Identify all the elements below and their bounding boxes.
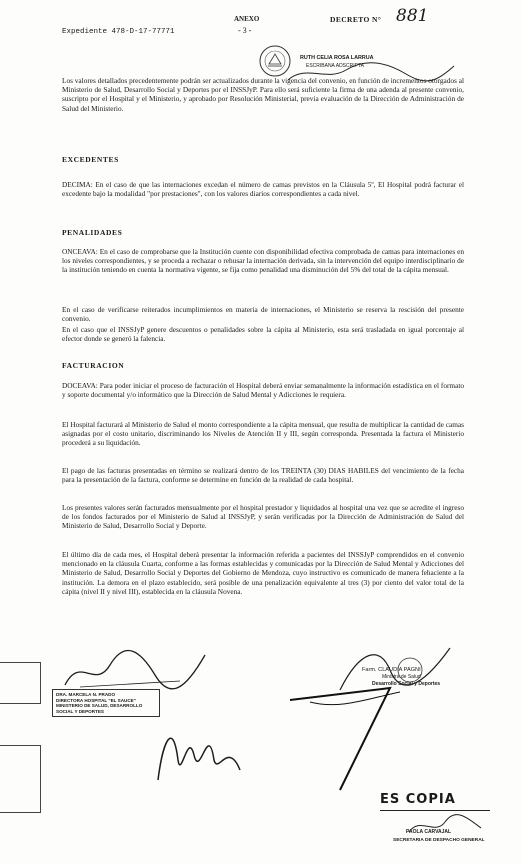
penalidades-paragraph-3: En el caso que el INSSJyP genere descuentos o penalidades sobre la cápita al Ministerio, esta será trasladada en igual porcentaje al efector donde se generó la falencia. — [62, 325, 464, 344]
penalidades-paragraph-1: ONCEAVA: En el caso de comprobarse que la Institución cuente con disponibilidad efectiva comprobada de camas para internaciones en los niveles correspondientes, y se proceda a rechazar o rehusar la internación derivada, sin la intervención del equipo interdisciplinario de la institución teniendo en cuenta la normativa vigente, se fija como penalidad una disminución del 5% del total de la cápita mensual. — [62, 247, 464, 275]
penalidades-paragraph-2: En el caso de verificarse reiterados incumplimientos en materia de internaciones, el Ministerio se reserva la rescisión del presente convenio. — [62, 305, 464, 324]
large-signature — [280, 680, 440, 800]
decreto-number: 881 — [396, 6, 429, 26]
page-number: - 3 - — [238, 26, 252, 35]
notary-stamp-role: ESCRIBANA ADSCRIPTA — [306, 63, 364, 69]
left-edge-stamp-top — [0, 662, 41, 704]
excedentes-paragraph: DECIMA: En el caso de que las internaciones excedan el número de camas previstos en la Cláusula 5º, El Hospital podrá facturar el excedente bajo la modalidad "por prestaciones", con los valores diarios correspondientes a cada nivel. — [62, 180, 464, 199]
notary-stamp-name: RUTH CELIA ROSA LARRUA — [300, 55, 374, 61]
facturacion-paragraph-1: DOCEAVA: Para poder iniciar el proceso de facturación el Hospital deberá enviar semanalmente la información estadística en el formato y soporte documental y/o informático que la Dirección de Salud Mental y Adicciones le requiera. — [62, 381, 464, 400]
decreto-label: DECRETO N° — [330, 15, 382, 24]
facturacion-paragraph-4: Los presentes valores serán facturados mensualmente por el hospital prestador y liquidados al hospital una vez que se acredite el ingreso de los fondos facturados por el Ministerio de Salud al INSSJyP, y serán verificadas por la Dirección de Administración de Salud del Ministerio de Salud, Desarrollo Social y Deporte. — [62, 503, 464, 531]
minister-stamp-ministry: Desarrollo Social y Deportes — [372, 681, 441, 687]
copy-signer-name: PAOLA CARVAJAL — [406, 829, 452, 835]
copy-signer-role: SECRETARIA DE DESPACHO GENERAL — [393, 838, 485, 843]
minister-stamp-name: Farm. CLAUDIA PAGNI — [362, 667, 421, 673]
intro-paragraph: Los valores detallados precedentemente podrán ser actualizados durante la vigencia del convenio, en función de incrementos otorgados al Ministerio de Salud, Desarrollo Social y Deportes por el INSSJyP. Para ello será suficiente la firma de una adenda al presente convenio, suscripto por el Hospital y el Ministerio, y aprobado por Resolución Ministerial, previa evaluación de la Dirección de Administración de Salud del Ministerio. — [62, 76, 464, 113]
facturacion-paragraph-2: El Hospital facturará al Ministerio de Salud el monto correspondiente a la cápita mensual, que resulta de multiplicar la cantidad de camas asignadas por el costo unitario, discriminando los Niveles de Atención II y III, según corresponda. Presentada la factura el Ministerio procederá a su liquidación. — [62, 420, 464, 448]
director-stamp-text: DRA. MARCELA N. PRADO DIRECTORA HOSPITAL "EL SAUCE" MINISTERIO DE SALUD, DESARROLLO SOCIAL Y DEPORTES — [56, 692, 143, 714]
copy-signer-signature — [405, 812, 485, 838]
director-signature — [60, 645, 210, 695]
middle-signature — [148, 700, 248, 790]
facturacion-paragraph-3: El pago de las facturas presentadas en término se realizará dentro de los TREINTA (30) DIAS HABILES del vencimiento de la fecha para la presentación de la factura, conforme se determine en función de la realidad de cada hospital. — [62, 466, 464, 485]
left-edge-stamp-bottom — [0, 745, 41, 813]
minister-stamp-role: Ministra de Salud — [382, 674, 421, 680]
anexo-label: ANEXO — [234, 15, 260, 23]
excedentes-heading: EXCEDENTES — [62, 155, 119, 164]
expediente-number: Expediente 478-D-17-77771 — [62, 28, 175, 36]
director-stamp — [52, 689, 160, 717]
facturacion-paragraph-5: El último día de cada mes, el Hospital deberá presentar la información referida a pacientes del INSSJyP comprendidos en el convenio mencionado en la cláusula Cuarta, conforme a las formas establecidas y comunicadas por la Dirección de Salud Mental y Adicciones del Ministerio de Salud, Desarrollo Social y Deportes del Gobierno de Mendoza, cuyo instructivo es comunicado de manera fehaciente a la institución. La demora en el plazo establecido, será posible de una penalización equivalente al tres (3) por ciento del valor total de la cápita (nivel II y nivel III), establecida en la cláusula Novena. — [62, 550, 464, 596]
copy-stamp: ES COPIA — [380, 792, 456, 807]
copy-stamp-underline — [380, 810, 490, 811]
facturacion-heading: FACTURACION — [62, 361, 125, 370]
penalidades-heading: PENALIDADES — [62, 228, 123, 237]
